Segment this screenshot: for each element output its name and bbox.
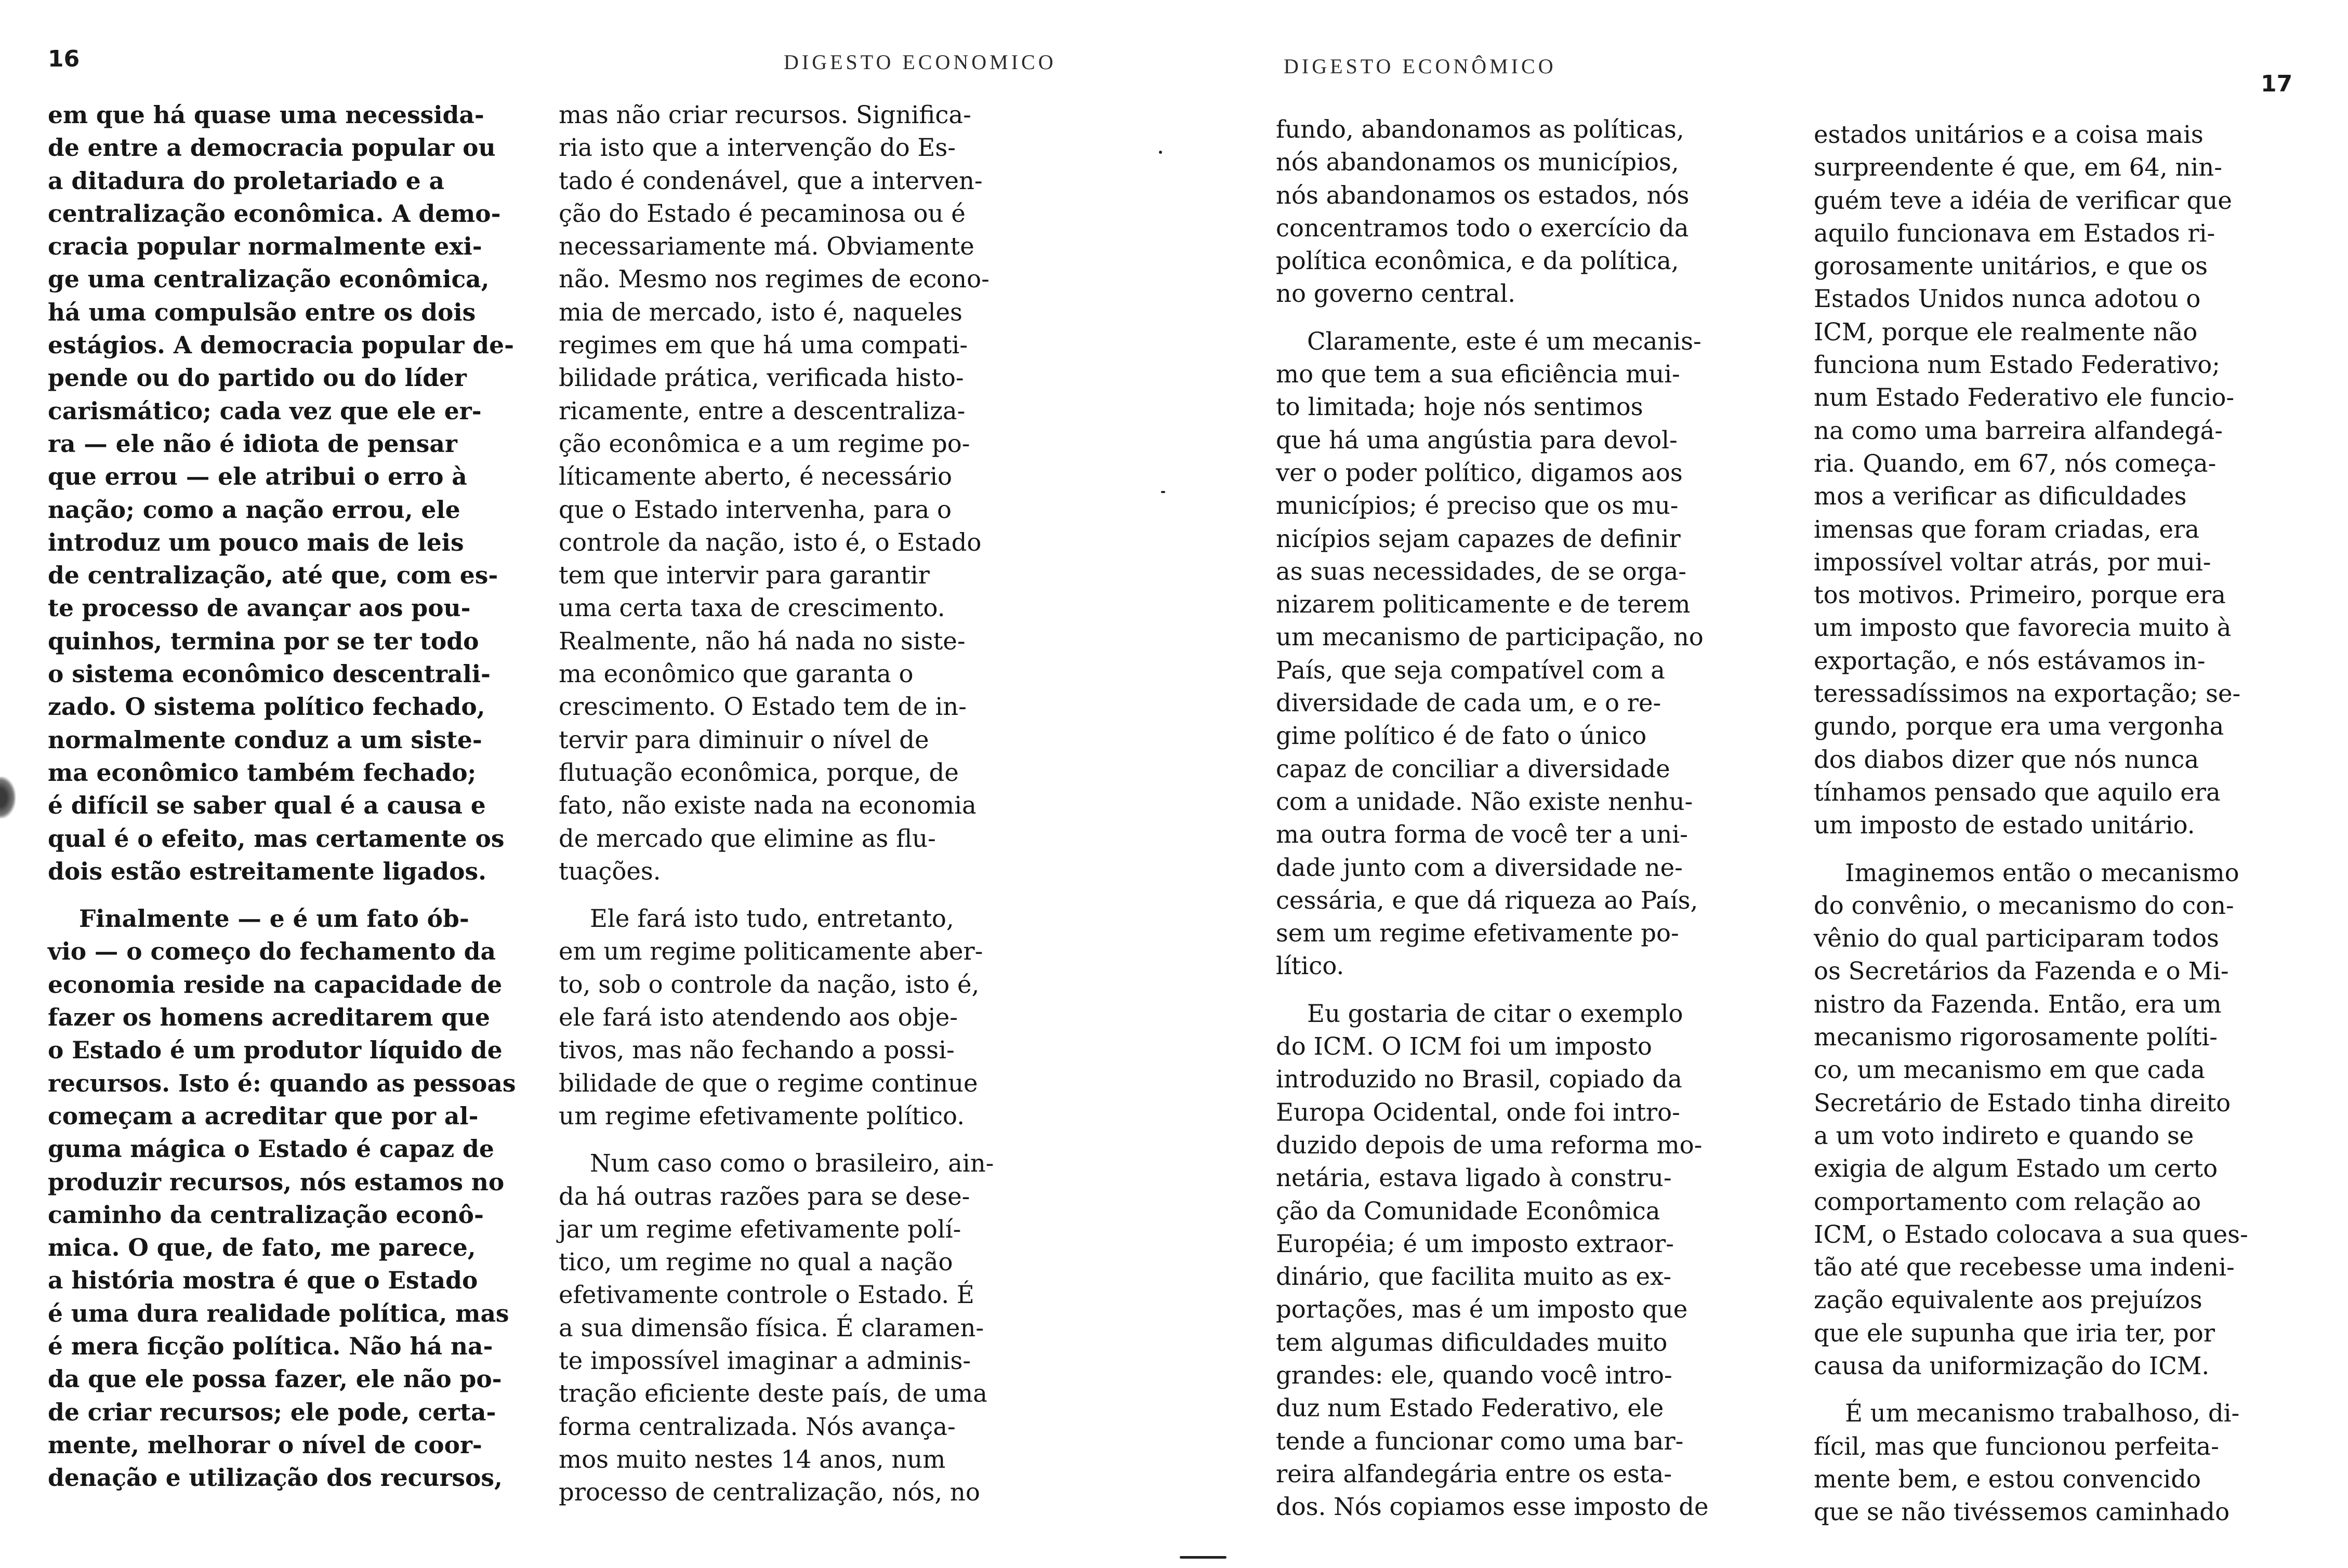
gutter-speck (1159, 151, 1162, 154)
left-page-column-1 (48, 99, 521, 1494)
paragraph: mas não criar recursos. Significa- ria isto que a intervenção do Es- tado é condenável, que a interven- ção do Estado é pecaminosa ou é necessariamente má. Obviamente não. Mesmo nos regimes de econo- mia de mercado, isto é, naqueles regimes em que há uma compati- bilidade prática, verificada histo- ricamente, entre a descentraliza- ção econômica e a um regime po- líticamente aberto, é necessário que o Estado intervenha, para o controle da nação, isto é, o Estado tem que intervir para garantir uma certa taxa de crescimento. Realmente, não há nada no siste- ma econômico que garanta o crescimento. O Estado tem de in- tervir para diminuir o nível de flutuação econômica, porque, de fato, não existe nada na economia de mercado que elimine as flu- tuações. (559, 101, 990, 885)
left-page-number: 16 (48, 46, 80, 72)
paragraph: estados unitários e a coisa mais surpreendente é que, em 64, nin- guém teve a idéia de verificar que aquilo funcionava em Estados ri- gorosamente unitários, e que os Estados Unidos nunca adotou o ICM, porque ele realmente não funciona num Estado Federativo; num Estado Federativo ele funcio- na como uma barreira alfandegá- ria. Quando, em 67, nós começa- mos a verificar as dificuldades imensas que foram criadas, era impossível voltar atrás, por mui- tos motivos. Primeiro, porque era um imposto que favorecia muito à exportação, e nós estávamos in- teressadíssimos na exportação; se- gundo, porque era uma vergonha dos diabos dizer que nós nunca tínhamos pensado que aquilo era um imposto de estado unitário. (1814, 121, 2241, 840)
left-page (0, 0, 1143, 1568)
paragraph: Imaginemos então o mecanismo do convênio, o mecanismo do con- vênio do qual participaram todos os Secretários da Fazenda e o Mi- nistro da Fazenda. Então, era um mecanismo rigorosamente políti- co, um mecanismo em que cada Secretário de Estado tinha direito a um voto indireto e quando se exigia de algum Estado um certo comportamento com relação ao ICM, o Estado colocava a sua ques- tão até que recebesse uma indeni- zação equivalente aos prejuízos que ele supunha que iria ter, por causa da uniformização do ICM. (1814, 858, 2248, 1380)
paragraph: Claramente, este é um mecanis- mo que tem a sua eficiência mui- to limitada; hoje nós sentimos que há uma angústia para devol- ver o poder político, digamos aos municípios; é preciso que os mu- nicípios sejam capazes de definir as suas necessidades, de se orga- nizarem politicamente e de terem um mecanismo de participação, no País, que seja compatível com a diversidade de cada um, e o re- gime político é de fato o único capaz de conciliar a diversidade com a unidade. Não existe nenhu- ma outra forma de você ter a uni- dade junto com a diversidade ne- cessária, e que dá riqueza ao País, sem um regime efetivamente po- lítico. (1276, 327, 1704, 980)
paragraph: Num caso como o brasileiro, ain- da há outras razões para se dese- jar um regime efetivamente polí- tico, um regime no qual a nação efetivamente controle o Estado. É a sua dimensão física. É claramen- te impossível imaginar a adminis- tração eficiente deste país, de uma forma centralizada. Nós avança- mos muito nestes 14 anos, num processo de centralização, nós, no (559, 1149, 994, 1507)
right-page-number: 17 (2261, 71, 2293, 97)
right-running-head: DIGESTO ECONÔMICO (1284, 55, 1556, 78)
paragraph: fundo, abandonamos as políticas, nós abandonamos os municípios, nós abandonamos os estados, nós concentramos todo o exercício da política econômica, e da política, no governo central. (1276, 115, 1690, 308)
paragraph: Finalmente — e é um fato ób- vio — o começo do fechamento da economia reside na capacidade de fazer os homens acreditarem que o Estado é um produtor líquido de recursos. Isto é: quando as pessoas começam a acreditar que por al- guma mágica o Estado é capaz de produzir recursos, nós estamos no caminho da centralização econô- mica. O que, de fato, me parece, a história mostra é que o Estado é uma dura realidade política, mas é mera ficção política. Não há na- da que ele possa fazer, ele não po- de criar recursos; ele pode, certa- mente, melhorar o nível de coor- denação e utilização dos recursos, (48, 905, 516, 1492)
right-page-column-1 (1276, 113, 1801, 1523)
paragraph: em que há quase uma necessida- de entre a democracia popular ou a ditadura do proletariado e a centralização econômica. A demo- cracia popular normalmente exi- ge uma centralização econômica, há uma compulsão entre os dois estágios. A democracia popular de- pende ou do partido ou do líder carismático; cada vez que ele er- ra — ele não é idiota de pensar que errou — ele atribui o erro à nação; como a nação errou, ele introduz um pouco mais de leis de centralização, até que, com es- te processo de avançar aos pou- quinhos, termina por se ter todo o sistema econômico descentrali- zado. O sistema político fechado, normalmente conduz a um siste- ma econômico também fechado; é difícil se saber qual é a causa e qual é o efeito, mas certamente os dois estão estreitamente ligados. (48, 101, 514, 885)
binding-stain-mark (0, 777, 16, 818)
paragraph: Ele fará isto tudo, entretanto, em um regime politicamente aber- to, sob o controle da nação, isto é, ele fará isto atendendo aos obje- tivos, mas não fechando a possi- bilidade de que o regime continue um regime efetivamente político. (559, 905, 983, 1130)
paragraph: É um mecanismo trabalhoso, di- fícil, mas que funcionou perfeita- mente bem, e estou convencido que se não tivéssemos caminhado (1814, 1399, 2240, 1526)
left-running-head: DIGESTO ECONOMICO (784, 50, 1057, 74)
paragraph: Eu gostaria de citar o exemplo do ICM. O ICM foi um imposto introduzido no Brasil, copiado da Europa Ocidental, onde foi intro- duzido depois de uma reforma mo- netária, estava ligado à constru- ção da Comunidade Econômica Européia; é um imposto extraor- dinário, que facilita muito as ex- portações, mas é um imposto que tem algumas dificuldades muito grandes: ele, quando você intro- duz num Estado Federativo, ele tende a funcionar como uma bar- reira alfandegária entre os esta- dos. Nós copiamos esse imposto de (1276, 999, 1709, 1521)
right-page-column-2 (1814, 118, 2333, 1529)
left-page-column-2 (559, 99, 1078, 1509)
right-page (1164, 0, 2348, 1568)
